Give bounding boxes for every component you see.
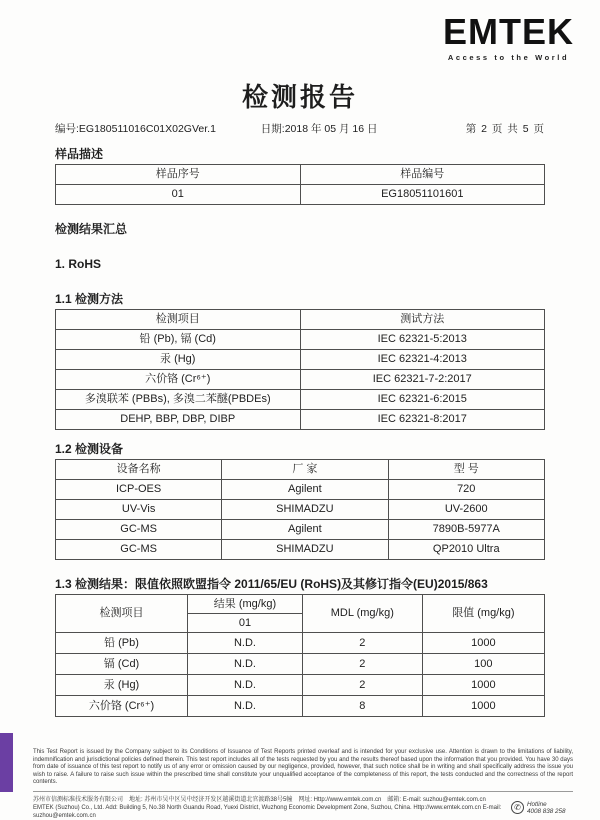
report-number: 编号:EG180511016C01X02GVer.1 bbox=[55, 123, 216, 135]
col-header: 结果 (mg/kg) bbox=[188, 595, 303, 614]
test-method-cell: IEC 62321-7-2:2017 bbox=[300, 370, 545, 390]
test-method-cell: IEC 62321-6:2015 bbox=[300, 390, 545, 410]
test-method-cell: IEC 62321-4:2013 bbox=[300, 350, 545, 370]
test-item-cell: DEHP, BBP, DBP, DIBP bbox=[56, 410, 301, 430]
page-indicator: 第 2 页 共 5 页 bbox=[465, 123, 545, 135]
manufacturer-cell: SHIMADZU bbox=[222, 540, 388, 560]
accent-bar bbox=[0, 733, 13, 792]
model-cell: UV-2600 bbox=[388, 500, 545, 520]
test-item-cell: 汞 (Hg) bbox=[56, 675, 188, 696]
hotline-label: Hotline bbox=[527, 800, 547, 808]
sample-section-heading: 样品描述 bbox=[55, 147, 104, 161]
manufacturer-cell: Agilent bbox=[222, 480, 388, 500]
page-title: 检测报告 bbox=[241, 82, 358, 112]
table-row bbox=[56, 654, 545, 675]
hotline-number: 4008 838 258 bbox=[527, 807, 566, 815]
phone-icon: ✆ bbox=[511, 801, 524, 814]
limit-cell: 1000 bbox=[422, 696, 544, 717]
model-cell: QP2010 Ultra bbox=[388, 540, 545, 560]
table-row bbox=[56, 370, 545, 390]
company-info-cn: 苏州市信测标准技术服务有限公司 地址: 苏州市吴中区吴中经济开发区越溪街道北官渡路38号5幢 网址: Http://www.emtek.com.cn 邮箱: E-mail: suzhou@emtek.com.cn bbox=[33, 796, 486, 803]
table-header-row bbox=[56, 595, 545, 614]
methods-table bbox=[55, 309, 545, 430]
limit-cell: 100 bbox=[422, 654, 544, 675]
report-meta bbox=[55, 121, 545, 136]
methods-section-heading: 1.1 检测方法 bbox=[55, 292, 124, 306]
results-table bbox=[55, 594, 545, 717]
test-item-cell: 六价铬 (Cr⁶⁺) bbox=[56, 696, 188, 717]
sample-no-subheader: 01 bbox=[188, 614, 303, 633]
result-cell: N.D. bbox=[188, 633, 303, 654]
test-item-cell: 多溴联苯 (PBBs), 多溴二苯醚(PBDEs) bbox=[56, 390, 301, 410]
summary-heading: 检测结果汇总 bbox=[55, 222, 128, 236]
company-info bbox=[33, 796, 511, 820]
equipment-name-cell: ICP-OES bbox=[56, 480, 222, 500]
col-header: 样品编号 bbox=[300, 165, 545, 185]
table-row bbox=[56, 675, 545, 696]
result-cell: N.D. bbox=[188, 675, 303, 696]
mdl-cell: 2 bbox=[302, 633, 422, 654]
table-header-row bbox=[56, 165, 545, 185]
equipment-name-cell: GC-MS bbox=[56, 520, 222, 540]
manufacturer-cell: Agilent bbox=[222, 520, 388, 540]
model-cell: 7890B-5977A bbox=[388, 520, 545, 540]
test-method-cell: IEC 62321-5:2013 bbox=[300, 330, 545, 350]
test-item-cell: 六价铬 (Cr⁶⁺) bbox=[56, 370, 301, 390]
brand-name: EMTEK bbox=[443, 11, 574, 52]
test-item-cell: 铅 (Pb) bbox=[56, 633, 188, 654]
equipment-table bbox=[55, 459, 545, 560]
table-row bbox=[56, 390, 545, 410]
model-cell: 720 bbox=[388, 480, 545, 500]
table-row bbox=[56, 696, 545, 717]
result-cell: N.D. bbox=[188, 654, 303, 675]
sample-no-cell: 01 bbox=[56, 185, 301, 205]
equipment-section-heading: 1.2 检测设备 bbox=[55, 442, 124, 456]
table-header-row bbox=[56, 310, 545, 330]
table-row bbox=[56, 410, 545, 430]
col-header: 限值 (mg/kg) bbox=[422, 595, 544, 633]
result-cell: N.D. bbox=[188, 696, 303, 717]
test-item-cell: 镉 (Cd) bbox=[56, 654, 188, 675]
company-info-row bbox=[33, 796, 573, 820]
equipment-name-cell: GC-MS bbox=[56, 540, 222, 560]
hotline-text bbox=[527, 801, 566, 815]
report-date: 日期:2018 年 05 月 16 日 bbox=[260, 123, 378, 135]
footer-divider bbox=[33, 791, 573, 792]
equipment-name-cell: UV-Vis bbox=[56, 500, 222, 520]
table-row bbox=[56, 500, 545, 520]
col-header: 厂 家 bbox=[222, 460, 388, 480]
col-header: 测试方法 bbox=[300, 310, 545, 330]
col-header: 检测项目 bbox=[56, 310, 301, 330]
test-item-cell: 铅 (Pb), 镉 (Cd) bbox=[56, 330, 301, 350]
col-header: 样品序号 bbox=[56, 165, 301, 185]
table-row bbox=[56, 330, 545, 350]
col-header: MDL (mg/kg) bbox=[302, 595, 422, 633]
brand-logo bbox=[443, 11, 574, 62]
sample-table bbox=[55, 164, 545, 205]
test-item-cell: 汞 (Hg) bbox=[56, 350, 301, 370]
mdl-cell: 2 bbox=[302, 675, 422, 696]
table-header-row bbox=[56, 460, 545, 480]
test-method-cell: IEC 62321-8:2017 bbox=[300, 410, 545, 430]
col-header: 检测项目 bbox=[56, 595, 188, 633]
mdl-cell: 8 bbox=[302, 696, 422, 717]
hotline bbox=[511, 801, 573, 815]
manufacturer-cell: SHIMADZU bbox=[222, 500, 388, 520]
col-header: 设备名称 bbox=[56, 460, 222, 480]
mdl-cell: 2 bbox=[302, 654, 422, 675]
company-info-en: EMTEK (Suzhou) Co., Ltd. Add: Building 5, No.38 North Guandu Road, Yuexi District, Wuzhong Economic Development Zone, Suzhou, China. Http://www.emtek.com.cn E-mail: suzhou@emtek.com.cn bbox=[33, 804, 502, 819]
col-header: 型 号 bbox=[388, 460, 545, 480]
brand-tagline: Access to the World bbox=[447, 53, 570, 62]
table-row bbox=[56, 350, 545, 370]
rohs-heading: 1. RoHS bbox=[55, 257, 102, 271]
table-row bbox=[56, 185, 545, 205]
page-footer bbox=[33, 749, 573, 820]
legal-disclaimer: This Test Report is issued by the Company subject to its Conditions of Issuance of Test Reports printed overleaf and is intended for your exclusive use. Attention is drawn to the limitations of liability, indemnification and jurisdictional policies defined therein. This test report includes all of the tests requested by you and the results thereof based upon the information that you provided. You have 30 days from date of issuance of this test report to notify us of any error or omission caused by our negligence, provided, however, that such notice shall be in writing and shall specifically address the issue you wish to raise. A failure to raise such issue within the prescribed time shall constitute your unqualified acceptance of the completeness of this report, the tests conducted and the correctness of the report contents. bbox=[33, 749, 573, 786]
results-section-heading: 1.3 检测结果：限值依照欧盟指令 2011/65/EU (RoHS)及其修订指令(EU)2015/863 bbox=[55, 577, 488, 591]
sample-id-cell: EG18051101601 bbox=[300, 185, 545, 205]
table-row bbox=[56, 633, 545, 654]
table-row bbox=[56, 480, 545, 500]
table-row bbox=[56, 540, 545, 560]
table-row bbox=[56, 520, 545, 540]
limit-cell: 1000 bbox=[422, 633, 544, 654]
limit-cell: 1000 bbox=[422, 675, 544, 696]
